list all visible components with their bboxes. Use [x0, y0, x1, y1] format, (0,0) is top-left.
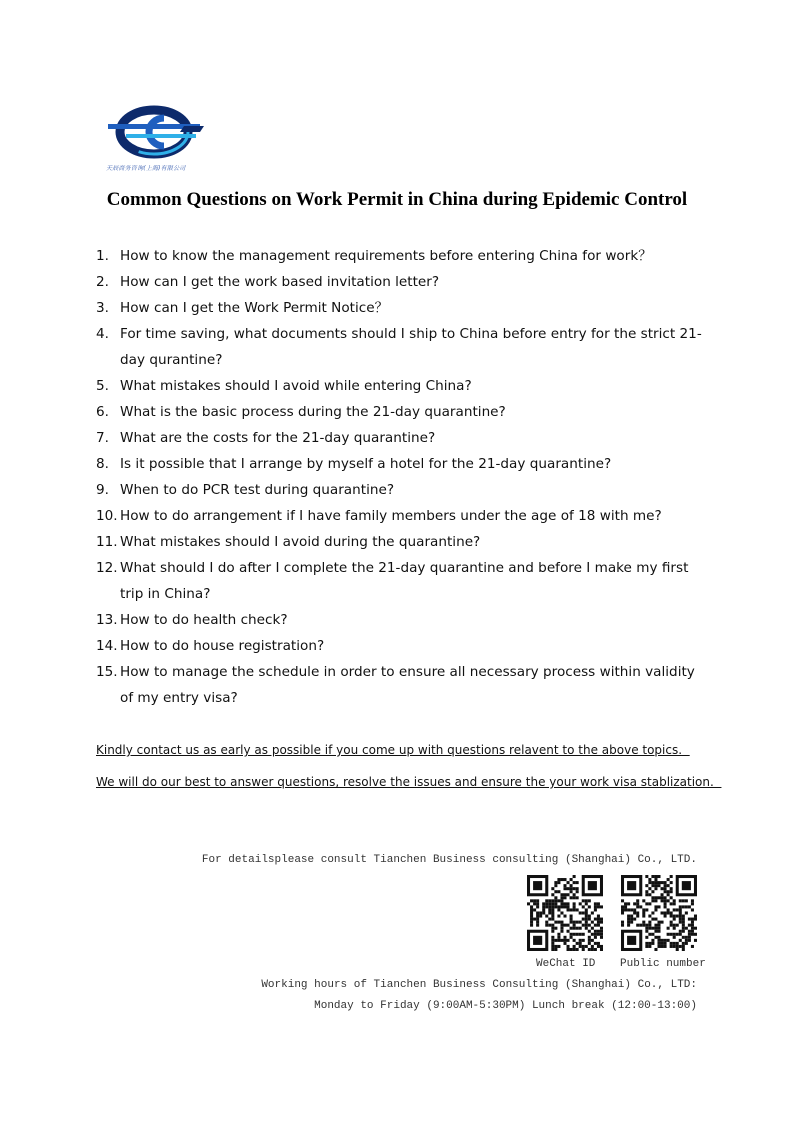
- public-number-label: Public number: [620, 958, 706, 970]
- item-number: 3.: [96, 300, 109, 316]
- item-number: 11.: [96, 534, 118, 550]
- list-item: [96, 607, 706, 633]
- item-text: How to do health check?: [120, 612, 288, 628]
- item-text: How to do arrangement if I have family members under the age of 18 with me?: [120, 508, 662, 524]
- item-text: How to know the management requirements before entering China for work？: [120, 248, 652, 264]
- page-title: Common Questions on Work Permit in China during Epidemic Control: [106, 189, 688, 210]
- item-text: What is the basic process during the 21-day quarantine?: [120, 404, 506, 420]
- list-item: [96, 555, 706, 607]
- item-number: 4.: [96, 326, 109, 342]
- list-item: [96, 321, 706, 373]
- list-item: [96, 659, 706, 711]
- public-number-qr-code-icon: [621, 875, 697, 951]
- item-text: How can I get the Work Permit Notice？: [120, 300, 389, 316]
- list-item: [96, 425, 706, 451]
- item-number: 1.: [96, 248, 109, 264]
- item-number: 9.: [96, 482, 109, 498]
- list-item: [96, 373, 706, 399]
- item-text: What should I do after I complete the 21-day quarantine and before I make my first trip in China?: [120, 560, 689, 602]
- item-text: What mistakes should I avoid during the quarantine?: [120, 534, 481, 550]
- item-text: For time saving, what documents should I ship to China before entry for the strict 21-day qurantine?: [120, 326, 702, 368]
- wechat-id-label: WeChat ID: [536, 958, 596, 970]
- item-text: How to manage the schedule in order to ensure all necessary process within validity of my entry visa?: [120, 664, 695, 706]
- item-number: 12.: [96, 560, 118, 576]
- list-item: [96, 399, 706, 425]
- item-number: 5.: [96, 378, 109, 394]
- list-item: [96, 451, 706, 477]
- list-item: [96, 633, 706, 659]
- logo-caption: 天辰商务咨询(上海)有限公司: [106, 165, 186, 172]
- list-item: [96, 243, 706, 269]
- working-hours-title: Working hours of Tianchen Business Consulting (Shanghai) Co., LTD:: [261, 979, 697, 991]
- working-hours-detail: Monday to Friday (9:00AM-5:30PM) Lunch break (12:00-13:00): [314, 1000, 697, 1012]
- list-item: [96, 477, 706, 503]
- item-text: What mistakes should I avoid while entering China?: [120, 378, 472, 394]
- item-text: How to do house registration?: [120, 638, 325, 654]
- item-number: 7.: [96, 430, 109, 446]
- consult-text: For detailsplease consult Tianchen Business consulting (Shanghai) Co., LTD.: [201, 854, 697, 866]
- item-number: 10.: [96, 508, 118, 524]
- list-item: [96, 503, 706, 529]
- list-item: [96, 529, 706, 555]
- list-item: [96, 269, 706, 295]
- item-number: 14.: [96, 638, 118, 654]
- list-item: [96, 295, 706, 321]
- item-text: How can I get the work based invitation letter?: [120, 274, 440, 290]
- item-number: 13.: [96, 612, 118, 628]
- item-text: What are the costs for the 21-day quarantine?: [120, 430, 436, 446]
- wechat-qr-code-icon: [527, 875, 603, 951]
- item-number: 2.: [96, 274, 109, 290]
- item-number: 15.: [96, 664, 118, 680]
- promise-note: We will do our best to answer questions, resolve the issues and ensure the your work visa stablization.: [96, 775, 722, 789]
- item-text: When to do PCR test during quarantine?: [120, 482, 395, 498]
- item-number: 8.: [96, 456, 109, 472]
- item-text: Is it possible that I arrange by myself a hotel for the 21-day quarantine?: [120, 456, 612, 472]
- contact-note: Kindly contact us as early as possible if you come up with questions relavent to the above topics.: [96, 743, 690, 757]
- item-number: 6.: [96, 404, 109, 420]
- question-list: [96, 243, 706, 711]
